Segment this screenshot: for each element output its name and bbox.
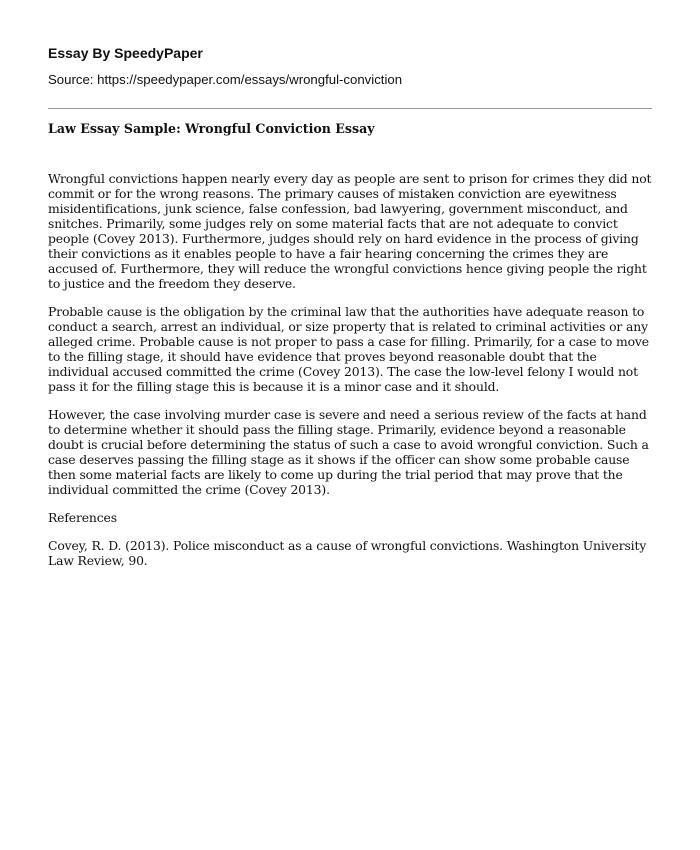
brand-heading: Essay By SpeedyPaper bbox=[48, 45, 203, 61]
essay-body bbox=[48, 171, 652, 581]
header-divider bbox=[48, 108, 652, 109]
references-heading: References bbox=[48, 510, 117, 525]
paragraph-3: However, the case involving murder case is severe and need a serious review of the facts at hand to determine whether it should pass the filling stage. Primarily, evidence beyond a reasonable doubt is crucial before determining the status of such a case to avoid wrongful conviction. Such a case deserves passing the filling stage as it shows if the officer can show some probable cause then some material facts are likely to come up during the trial period that may prove that the individual committed the crime (Covey 2013). bbox=[48, 407, 649, 497]
reference-item: Covey, R. D. (2013). Police misconduct as a cause of wrongful convictions. Washington University Law Review, 90. bbox=[48, 538, 647, 568]
essay-title: Law Essay Sample: Wrongful Conviction Essay bbox=[48, 121, 375, 136]
source-line: Source: https://speedypaper.com/essays/wrongful-conviction bbox=[48, 72, 403, 87]
paragraph-2: Probable cause is the obligation by the criminal law that the authorities have adequate reason to conduct a search, arrest an individual, or size property that is related to criminal activities or any alleged crime. Probable cause is not proper to pass a case for filling. Primarily, for a case to move to the filling stage, it should have evidence that proves beyond reasonable doubt that the individual accused committed the crime (Covey 2013). The case the low-level felony I would not pass it for the filling stage this is because it is a minor case and it should. bbox=[48, 304, 649, 394]
paragraph-1: Wrongful convictions happen nearly every day as people are sent to prison for crimes they did not commit or for the wrong reasons. The primary causes of mistaken conviction are eyewitness misidentifications, junk science, false confession, bad lawyering, government misconduct, and snitches. Primarily, some judges rely on some material facts that are not adequate to convict people (Covey 2013). Furthermore, judges should rely on hard evidence in the process of giving their convictions as it enables people to have a fair hearing concerning the crimes they are accused of. Furthermore, they will reduce the wrongful convictions hence giving people the right to justice and the freedom they deserve. bbox=[48, 171, 652, 291]
